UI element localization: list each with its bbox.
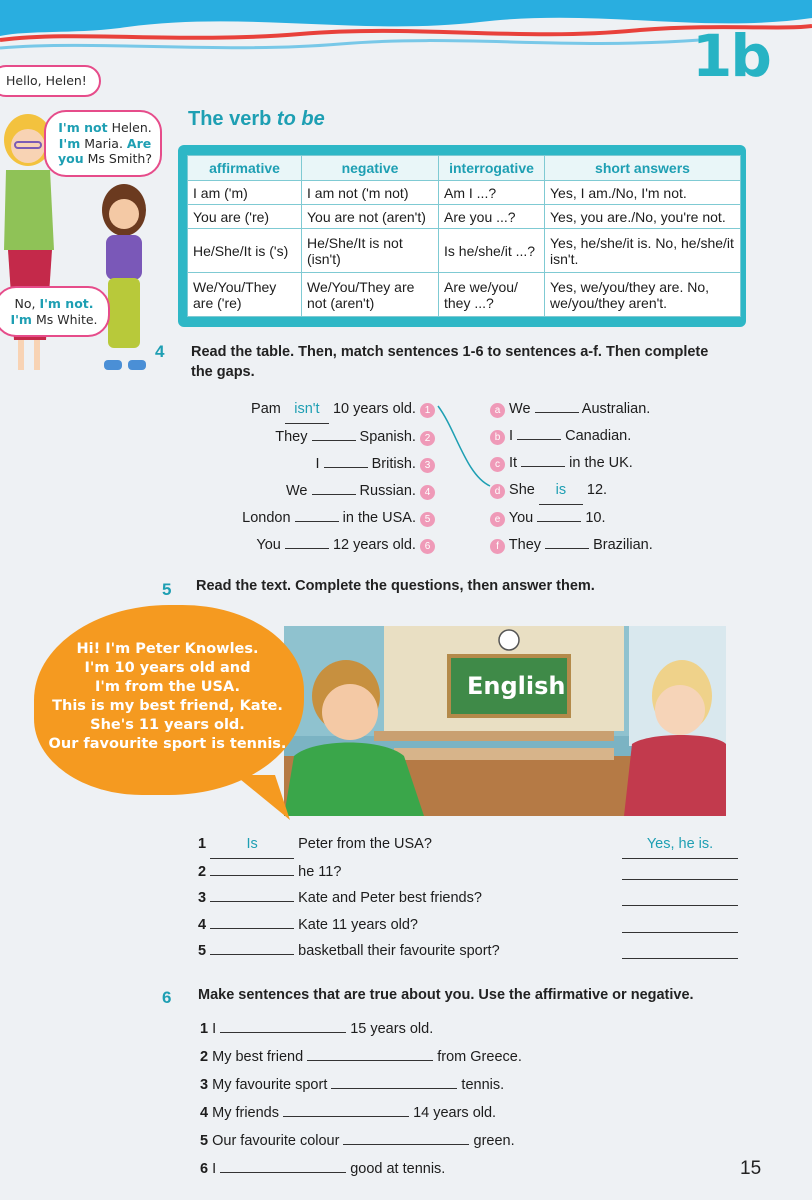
item-number: 3 [420, 458, 435, 473]
sentence-row: 4 My friends 14 years old. [200, 1098, 740, 1126]
item-letter: c [490, 457, 505, 472]
item-letter: e [490, 512, 505, 527]
table-cell: Am I ...? [439, 181, 545, 205]
match-right-item: e You 10. [490, 505, 720, 532]
answer-line[interactable]: Yes, he is. [622, 831, 738, 859]
table-cell: You are not (aren't) [302, 205, 439, 229]
answer-blank[interactable] [295, 521, 339, 522]
item-letter: b [490, 430, 505, 445]
question-blank[interactable] [210, 928, 294, 929]
board-text: English [467, 672, 566, 700]
item-number: 4 [420, 485, 435, 500]
question-blank[interactable] [210, 875, 294, 876]
answer-blank[interactable] [312, 440, 356, 441]
classroom-photo [284, 626, 726, 816]
exercise-6-number: 6 [162, 988, 172, 1007]
table-cell: Yes, he/she/it is. No, he/she/it isn't. [545, 229, 741, 273]
question-blank[interactable]: Is [210, 831, 294, 859]
unit-label: 1b [692, 22, 770, 90]
question-blank[interactable] [210, 901, 294, 902]
peter-text: Hi! I'm Peter Knowles. I'm 10 years old and I'm from the USA. This is my best friend, Kate. She's 11 years old. Our favourite sport is tennis. [48, 641, 287, 752]
exercise-5-instruction: Read the text. Complete the questions, then answer them. [196, 578, 595, 594]
exercise-6-instruction: Make sentences that are true about you. Use the affirmative or negative. [198, 987, 694, 1003]
answer-blank[interactable] [521, 466, 565, 467]
table-cell: I am ('m) [188, 181, 302, 205]
page-number: 15 [740, 1158, 762, 1179]
match-left-item: You 12 years old. 6 [180, 532, 435, 559]
table-cell: Yes, we/you/they are. No, we/you/they aren't. [545, 273, 741, 317]
exercise-4-instruction: Read the table. Then, match sentences 1-6 to sentences a-f. Then complete the gaps. [191, 344, 709, 380]
header-interrogative: interrogative [439, 156, 545, 181]
speech-bubble-maria: I'm not Helen. I'm Maria. Are you Ms Smith? [44, 110, 162, 177]
table-cell: He/She/It is ('s) [188, 229, 302, 273]
match-right-item: d She is 12. [490, 477, 720, 505]
sentence-row: 3 My favourite sport tennis. [200, 1070, 740, 1098]
speech-bubble-white: No, I'm not. I'm Ms White. [0, 286, 110, 337]
answer-blank[interactable] [517, 439, 561, 440]
answer-blank[interactable] [545, 548, 589, 549]
match-right-column [490, 396, 720, 559]
table-cell: Yes, you are./No, you're not. [545, 205, 741, 229]
item-number: 6 [420, 539, 435, 554]
orange-bubble-tail [235, 775, 295, 825]
table-cell: Is he/she/it ...? [439, 229, 545, 273]
match-right-item: b I Canadian. [490, 423, 720, 450]
header-negative: negative [302, 156, 439, 181]
question-row: 5 basketball their favourite sport? [198, 938, 738, 965]
question-row: 4 Kate 11 years old? [198, 912, 738, 939]
match-left-item: London in the USA. 5 [180, 505, 435, 532]
questions-list [198, 831, 738, 965]
question-row: 1 Is Peter from the USA? Yes, he is. [198, 831, 738, 859]
item-number: 5 [420, 512, 435, 527]
question-blank[interactable] [210, 954, 294, 955]
exercise-4-number: 4 [155, 342, 165, 361]
table-cell: We/You/They are ('re) [188, 273, 302, 317]
sentence-blank[interactable] [283, 1098, 409, 1117]
item-letter: a [490, 403, 505, 418]
sentence-blank[interactable] [331, 1070, 457, 1089]
sentence-blank[interactable] [220, 1154, 346, 1173]
match-left-item: I British. 3 [180, 451, 435, 478]
table-cell: Are we/you/ they ...? [439, 273, 545, 317]
header-short-answers: short answers [545, 156, 741, 181]
item-letter: d [490, 484, 505, 499]
match-left-item: We Russian. 4 [180, 478, 435, 505]
answer-blank[interactable] [535, 412, 579, 413]
sentence-row: 2 My best friend from Greece. [200, 1042, 740, 1070]
answer-blank[interactable]: isn't [285, 396, 329, 424]
question-row: 3 Kate and Peter best friends? [198, 885, 738, 912]
match-line [436, 400, 496, 495]
table-cell: Yes, I am./No, I'm not. [545, 181, 741, 205]
match-right-item: a We Australian. [490, 396, 720, 423]
speech-bubble-hello: Hello, Helen! [0, 65, 101, 97]
table-cell: I am not ('m not) [302, 181, 439, 205]
sentence-row: 6 I good at tennis. [200, 1154, 740, 1182]
question-row: 2 he 11? [198, 859, 738, 886]
table-cell: We/You/They are not (aren't) [302, 273, 439, 317]
sentence-blank[interactable] [343, 1126, 469, 1145]
match-right-item: c It in the UK. [490, 450, 720, 477]
grammar-table [187, 155, 741, 317]
match-left-column [180, 396, 435, 559]
header-wave-banner [0, 0, 812, 70]
answer-line[interactable] [622, 912, 738, 933]
match-right-item: f They Brazilian. [490, 532, 720, 559]
table-cell: He/She/It is not (isn't) [302, 229, 439, 273]
sentence-blank[interactable] [220, 1014, 346, 1033]
exercise-5-number: 5 [162, 580, 172, 599]
sentence-row: 5 Our favourite colour green. [200, 1126, 740, 1154]
sentences-list [200, 1014, 740, 1182]
classroom-illustration [284, 626, 726, 816]
section-title: The verb to be [188, 108, 325, 130]
item-number: 1 [420, 403, 435, 418]
match-left-item: They Spanish. 2 [180, 424, 435, 451]
header-affirmative: affirmative [188, 156, 302, 181]
table-cell: You are ('re) [188, 205, 302, 229]
answer-blank[interactable] [285, 548, 329, 549]
item-letter: f [490, 539, 505, 554]
match-left-item: Pam isn't 10 years old. 1 [180, 396, 435, 424]
answer-blank[interactable] [324, 467, 368, 468]
sentence-blank[interactable] [307, 1042, 433, 1061]
answer-line[interactable] [622, 885, 738, 906]
sentence-row: 1 I 15 years old. [200, 1014, 740, 1042]
answer-blank[interactable]: is [539, 477, 583, 505]
answer-line[interactable] [622, 859, 738, 880]
answer-blank[interactable] [312, 494, 356, 495]
answer-line[interactable] [622, 938, 738, 959]
answer-blank[interactable] [537, 521, 581, 522]
table-cell: Are you ...? [439, 205, 545, 229]
item-number: 2 [420, 431, 435, 446]
